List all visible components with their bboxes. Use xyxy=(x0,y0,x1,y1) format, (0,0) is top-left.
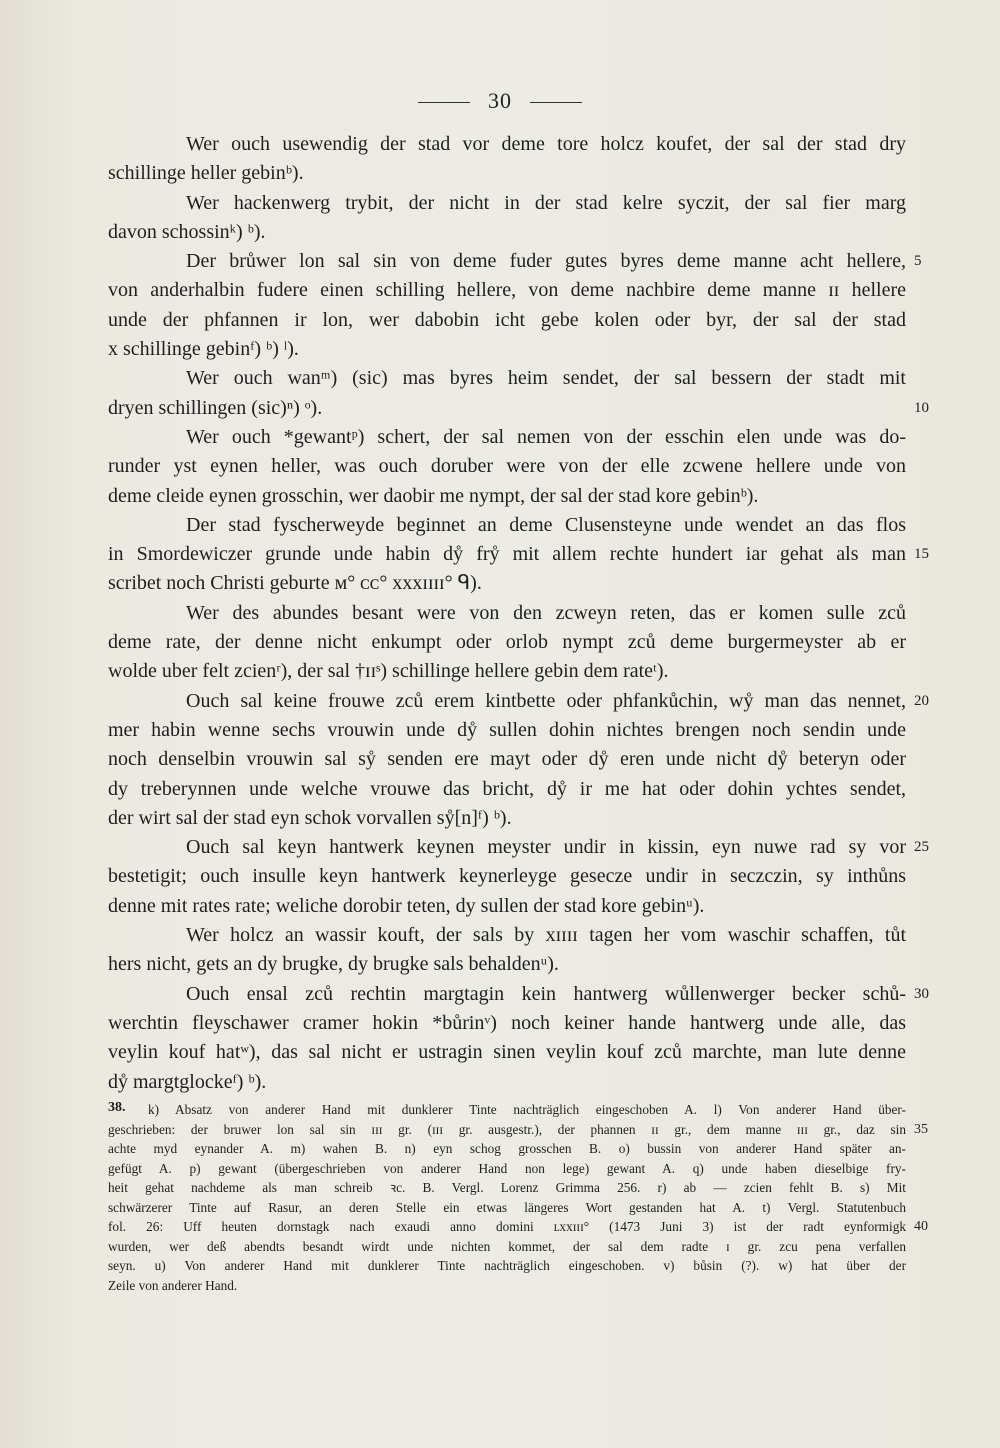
text-line xyxy=(108,599,906,628)
text-line xyxy=(108,452,906,481)
header-rule-right xyxy=(530,102,582,103)
footnote-text: Zeile von anderer Hand. xyxy=(108,1277,238,1293)
text-line xyxy=(108,306,906,335)
text-line xyxy=(108,394,929,423)
line-text: Ouch ensal zců rechtin margtagin kein hantwerg wůllenwerger becker schů- xyxy=(186,982,906,1005)
footnote-text: achte myd eynander A. m) wahen B. n) eyn schog grosschen B. o) bussin von anderer Hand später an- xyxy=(108,1141,906,1156)
text-line xyxy=(108,804,906,833)
line-text: runder yst eynen heller, was ouch doruber were von der elle zcwene hellere unde von xyxy=(108,455,906,478)
footnote-text: k) Absatz von anderer Hand mit dunklerer Tinte nachträglich eingeschoben A. l) Von anderer Hand über- xyxy=(148,1102,906,1117)
line-text: Wer des abundes besant were von den zcweyn reten, das er komen sulle zců xyxy=(186,601,906,624)
line-text: Ouch sal keine frouwe zců erem kintbette oder phfankůchin, wẙ man das nennet, xyxy=(186,689,906,712)
line-text: Wer ouch usewendig der stad vor deme tore holcz koufet, der sal der stad dry xyxy=(186,133,906,155)
text-line xyxy=(108,276,906,305)
text-line xyxy=(108,569,906,598)
footnote-text: schwärzerer Tinte auf Rasur, an deren Stelle ein etwas längeres Wort gestanden hat A. t) Vergl. Statutenbuch xyxy=(108,1199,906,1215)
line-text: Wer holcz an wassir kouft, der sals by xɪɪɪɪ tagen her vom waschir schaffen, tůt xyxy=(186,924,906,947)
line-text: dryen schillingen (sic)ⁿ) ᵒ). xyxy=(108,396,323,419)
text-line xyxy=(108,482,906,511)
footnote-text: wurden, wer deß abendts besandt wirdt unde nichten kommet, der sal dem radte ɪ gr. zcu pena verfallen xyxy=(108,1238,906,1254)
text-line xyxy=(108,950,906,979)
footnote-text: fol. 26: Uff heuten dornstagk nach exaudi anno domini ʟxxɪɪɪ° (1473 Juni 3) ist der radt eynformigk xyxy=(108,1219,906,1234)
line-text: in Smordewiczer grunde unde habin dẙ frẙ mit allem rechte hundert iar gehat als man xyxy=(108,543,906,566)
text-line xyxy=(108,189,906,218)
text-line xyxy=(108,862,906,891)
text-line xyxy=(108,833,929,862)
footnote-line xyxy=(108,1237,906,1257)
footnote-text: geschrieben: der bruwer lon sal sin ɪɪɪ gr. (ɪɪɪ gr. ausgestr.), der phannen ɪɪ gr., dem manne ɪɪɪ gr., daz sin xyxy=(108,1121,906,1137)
text-line xyxy=(108,775,906,804)
text-line xyxy=(108,628,906,657)
page-number: 30 xyxy=(488,88,512,113)
line-text: davon schossinᵏ) ᵇ). xyxy=(108,220,266,243)
line-number: 20 xyxy=(914,692,929,709)
page-header xyxy=(0,88,1000,114)
text-line xyxy=(108,892,906,921)
line-text: deme cleide eynen grosschin, wer daobir me nympt, der sal der stad kore gebinᵇ). xyxy=(108,484,759,507)
text-line xyxy=(108,1038,906,1067)
text-line xyxy=(108,218,906,247)
text-line xyxy=(108,130,906,159)
footnote-line xyxy=(108,1217,928,1237)
footnote-text: seyn. u) Von anderer Hand mit dunklerer Tinte nachträglich eingeschoben. v) bůsin (?). w) hat über der xyxy=(108,1258,906,1273)
text-line xyxy=(108,540,929,569)
footnote-line xyxy=(108,1120,928,1140)
line-text: dy treberynnen unde welche vrouwe das bricht, dẙ ir me hat oder dohin ychtes sendet, xyxy=(108,777,906,800)
footnote-line xyxy=(108,1100,906,1120)
line-text: Wer ouch *gewantᵖ) schert, der sal nemen von der esschin elen unde was do- xyxy=(186,425,906,448)
text-line xyxy=(108,423,906,452)
text-line xyxy=(108,159,906,188)
footnotes xyxy=(108,1100,928,1295)
line-text: von anderhalbin fudere einen schilling hellere, von deme nachbire deme manne ɪɪ hellere xyxy=(108,279,906,302)
text-line xyxy=(108,1009,906,1038)
header-rule-left xyxy=(418,102,470,103)
text-line xyxy=(108,335,906,364)
line-number: 30 xyxy=(914,985,929,1002)
footnote-line xyxy=(108,1198,906,1218)
footnote-line xyxy=(108,1159,906,1179)
line-number: 40 xyxy=(914,1219,928,1234)
line-text: bestetigit; ouch insulle keyn hantwerk keynerleyge gesecze undir in seczczin, sy inthůns xyxy=(108,865,906,888)
main-text xyxy=(108,130,929,1097)
text-line xyxy=(108,921,906,950)
line-text: deme rate, der denne nicht enkumpt oder orlob nympt zců deme burgermeyster ab er xyxy=(108,631,906,654)
line-text: unde der phfannen ir lon, wer dabobin icht gebe kolen oder byr, der sal der stad xyxy=(108,308,906,331)
text-line xyxy=(108,716,906,745)
line-text: x schillinge gebinᶠ) ᵇ) ˡ). xyxy=(108,338,299,361)
line-text: noch denselbin vrouwin sal sẙ senden ere mayt oder dẙ eren unde nicht dẙ beteryn oder xyxy=(108,748,906,771)
text-line xyxy=(108,980,929,1009)
line-text: denne mit rates rate; weliche dorobir teten, dy sullen der stad kore gebinᵘ). xyxy=(108,894,705,917)
line-text: werchtin fleyschawer cramer hokin *bůrinᵛ) noch keiner hande hantwerg unde alle, das xyxy=(108,1011,906,1034)
line-text: wolde uber felt zcienʳ), der sal †ɪɪˢ) schillinge hellere gebin dem rateᵗ). xyxy=(108,660,669,683)
footnote-line xyxy=(108,1178,906,1198)
text-line xyxy=(108,687,929,716)
footnote-line xyxy=(108,1256,906,1276)
text-line xyxy=(108,745,906,774)
footnote-tag: 38. xyxy=(108,1100,126,1115)
line-text: Wer hackenwerg trybit, der nicht in der stad kelre syczit, der sal fier marg xyxy=(186,191,906,214)
line-number: 10 xyxy=(914,399,929,416)
footnote-line xyxy=(108,1276,906,1296)
line-number: 25 xyxy=(914,839,929,856)
line-text: Der brůwer lon sal sin von deme fuder gutes byres deme manne acht hellere, xyxy=(186,250,906,273)
line-text: dẙ margtglockeᶠ) ᵇ). xyxy=(108,1070,267,1093)
footnote-text: heit gehat nachdeme als man schreib ꝛc. B. Vergl. Lorenz Grimma 256. r) ab — zcien fehlt B. s) Mit xyxy=(108,1180,906,1195)
footnote-text: gefügt A. p) gewant (übergeschrieben von anderer Hand non lege) gewant A. q) unde haben dieselbige fry- xyxy=(108,1160,906,1176)
text-line xyxy=(108,657,906,686)
footnote-line xyxy=(108,1139,906,1159)
line-text: Der stad fyscherweyde beginnet an deme Clusensteyne unde wendet an das flos xyxy=(186,513,906,536)
text-line xyxy=(108,364,906,393)
text-line xyxy=(108,511,906,540)
line-text: mer habin wenne sechs vrouwin unde dẙ sullen dohin nichtes brengen noch sendin unde xyxy=(108,718,906,741)
line-number: 5 xyxy=(914,253,922,270)
line-number: 35 xyxy=(914,1121,928,1137)
line-text: veylin kouf hatʷ), das sal nicht er ustragin sinen veylin kouf zců marchte, man lute denne xyxy=(108,1041,906,1064)
line-text: Ouch sal keyn hantwerk keynen meyster undir in kissin, eyn nuwe rad sy vor xyxy=(186,836,906,859)
line-text: Wer ouch wanᵐ) (sic) mas byres heim sendet, der sal bessern der stadt mit xyxy=(186,367,906,390)
text-line xyxy=(108,247,922,276)
line-text: hers nicht, gets an dy brugke, dy brugke sals behaldenᵘ). xyxy=(108,953,559,976)
text-line xyxy=(108,1068,906,1097)
line-text: scribet noch Christi geburte ᴍ° ᴄᴄ° xxxɪɪɪɪ° ᑫ). xyxy=(108,572,482,595)
line-number: 15 xyxy=(914,546,929,563)
line-text: schillinge heller gebinᵇ). xyxy=(108,162,304,185)
line-text: der wirt sal der stad eyn schok vorvallen sẙ[n]ᶠ) ᵇ). xyxy=(108,806,512,829)
